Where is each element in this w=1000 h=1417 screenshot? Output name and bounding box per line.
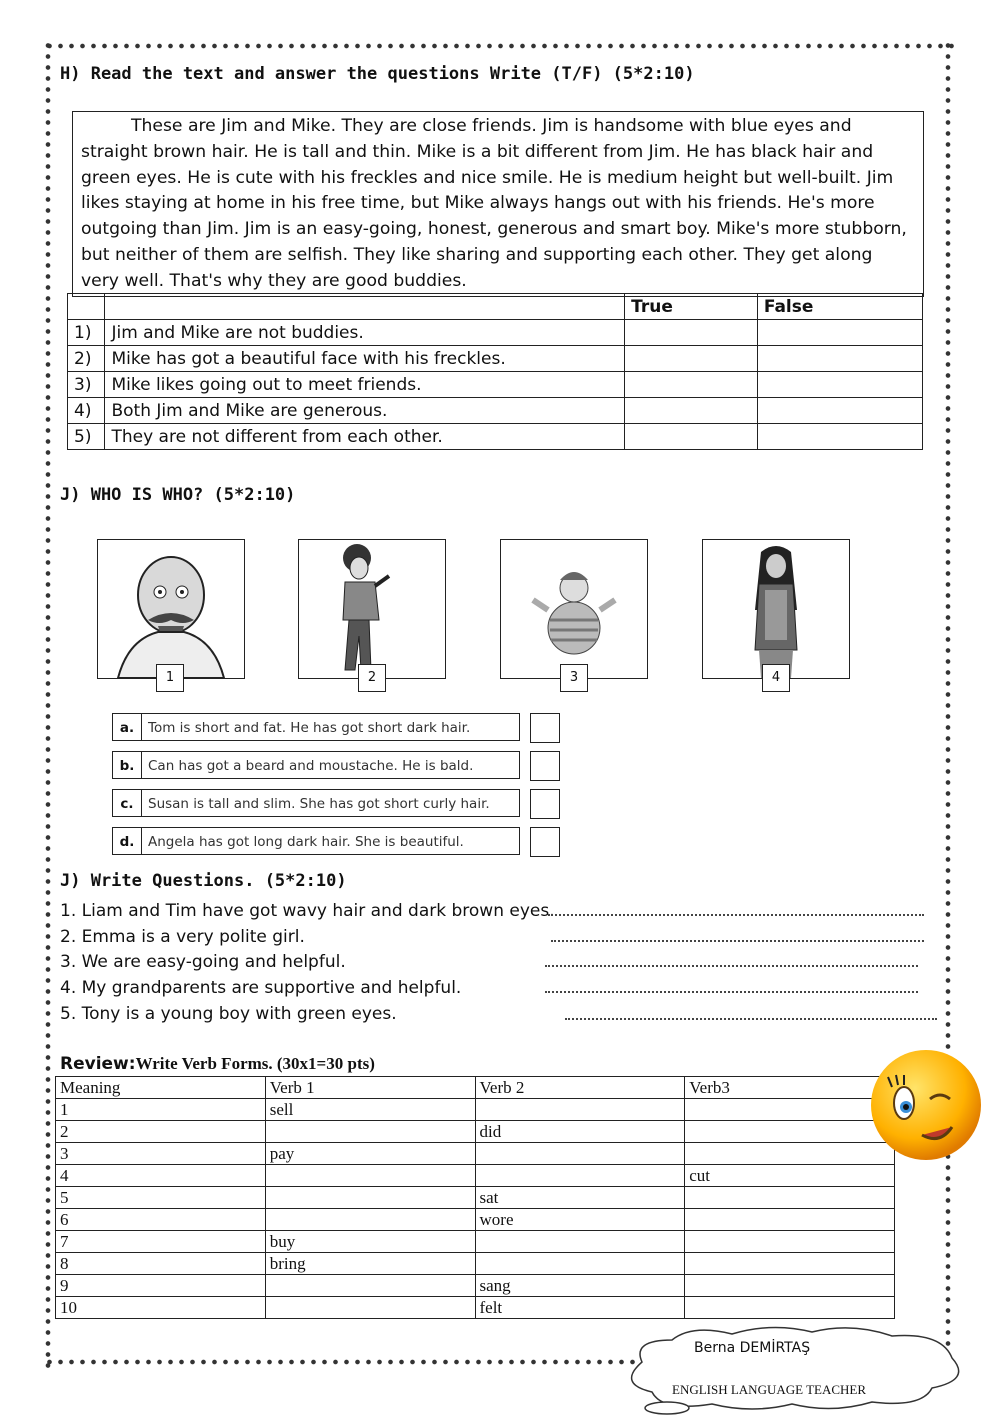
answer-line[interactable] — [548, 914, 924, 916]
answer-line[interactable] — [545, 991, 918, 993]
winking-smiley-icon — [868, 1047, 984, 1163]
passage-text: These are Jim and Mike. They are close friends. Jim is handsome with blue eyes and straight brown hair. He is tall and thin. Mike is a bit different from Jim. He has black hair and green eyes. He is cute with his freckles and nice smile. He is medium height but well-built. Jim likes staying at home in his free time, but Mike always hangs out with his friends. He's more outgoing than Jim. Jim is an easy-going, honest, generous and smart boy. Mike's more stubborn, but neither of them are selfish. They like sharing and supporting each other. They get along very well. That's why they are good buddies. — [81, 116, 907, 291]
chubby-boy-illustration — [501, 540, 647, 678]
question-item: 2. Emma is a very polite girl. — [60, 927, 305, 947]
description-text: Angela has got long dark hair. She is beautiful. — [142, 827, 520, 855]
page-border-right — [944, 40, 952, 1368]
picture-chubby-boy — [500, 539, 648, 679]
false-answer-cell[interactable] — [757, 372, 922, 398]
statement-text: Mike likes going out to meet friends. — [105, 372, 625, 398]
signature-cloud-shape — [612, 1322, 972, 1417]
answer-box[interactable] — [530, 789, 560, 819]
bald-man-illustration — [98, 540, 244, 678]
long-hair-woman-illustration — [703, 540, 849, 678]
curly-hair-woman-illustration — [299, 540, 445, 678]
verb-forms-table — [55, 1076, 895, 1319]
true-header: True — [625, 294, 758, 320]
table-row: 2) Mike has got a beautiful face with his freckles. — [68, 346, 923, 372]
statement-text: Both Jim and Mike are generous. — [105, 398, 625, 424]
table-row: 5) They are not different from each other. — [68, 424, 923, 450]
description-text: Tom is short and fat. He has got short dark hair. — [142, 713, 520, 741]
table-row: 1 sell — [56, 1099, 895, 1121]
statement-text: Mike has got a beautiful face with his freckles. — [105, 346, 625, 372]
picture-long-hair-woman — [702, 539, 850, 679]
picture-number-3: 3 — [560, 664, 588, 692]
answer-box[interactable] — [530, 751, 560, 781]
table-row: 4 cut — [56, 1165, 895, 1187]
description-text: Can has got a beard and moustache. He is bald. — [142, 751, 520, 779]
table-row: 5 sat — [56, 1187, 895, 1209]
table-row: 8 bring — [56, 1253, 895, 1275]
picture-number-1: 1 — [156, 664, 184, 692]
question-item: 4. My grandparents are supportive and helpful. — [60, 978, 462, 998]
answer-line[interactable] — [565, 1018, 937, 1020]
answer-box[interactable] — [530, 713, 560, 743]
table-row: 9 sang — [56, 1275, 895, 1297]
section-h-title: H) Read the text and answer the questions Write (T/F) (5*2:10) — [60, 64, 695, 84]
true-answer-cell[interactable] — [625, 424, 758, 450]
question-item: 5. Tony is a young boy with green eyes. — [60, 1004, 397, 1024]
table-row: 3) Mike likes going out to meet friends. — [68, 372, 923, 398]
table-row: 3 pay — [56, 1143, 895, 1165]
picture-number-4: 4 — [762, 664, 790, 692]
true-answer-cell[interactable] — [625, 320, 758, 346]
statement-text: They are not different from each other. — [105, 424, 625, 450]
false-answer-cell[interactable] — [757, 346, 922, 372]
page-border-left — [44, 40, 52, 1368]
false-answer-cell[interactable] — [757, 398, 922, 424]
false-answer-cell[interactable] — [757, 424, 922, 450]
question-item: 1. Liam and Tim have got wavy hair and dark brown eyes. — [60, 901, 555, 921]
table-row: 4) Both Jim and Mike are generous. — [68, 398, 923, 424]
question-item: 3. We are easy-going and helpful. — [60, 952, 346, 972]
true-answer-cell[interactable] — [625, 398, 758, 424]
teacher-name: Berna DEMİRTAŞ — [694, 1340, 811, 1356]
section-who-is-who-title: J) WHO IS WHO? (5*2:10) — [60, 485, 296, 505]
table-row: 6 wore — [56, 1209, 895, 1231]
table-header-row: Meaning Verb 1 Verb 2 Verb3 — [56, 1077, 895, 1099]
picture-curly-hair-woman — [298, 539, 446, 679]
picture-number-2: 2 — [358, 664, 386, 692]
table-row: 1) Jim and Mike are not buddies. — [68, 320, 923, 346]
description-text: Susan is tall and slim. She has got short curly hair. — [142, 789, 520, 817]
reading-passage — [72, 111, 924, 297]
answer-box[interactable] — [530, 827, 560, 857]
true-answer-cell[interactable] — [625, 372, 758, 398]
statement-text: Jim and Mike are not buddies. — [105, 320, 625, 346]
true-false-table — [67, 293, 923, 450]
table-row: 2 did — [56, 1121, 895, 1143]
review-title: Review:Write Verb Forms. (30x1=30 pts) — [60, 1054, 375, 1074]
table-row: 7 buy — [56, 1231, 895, 1253]
picture-bald-man — [97, 539, 245, 679]
teacher-role: ENGLISH LANGUAGE TEACHER — [672, 1382, 867, 1397]
false-answer-cell[interactable] — [757, 320, 922, 346]
false-header: False — [757, 294, 922, 320]
answer-line[interactable] — [545, 965, 918, 967]
page-border-top — [44, 40, 956, 52]
true-answer-cell[interactable] — [625, 346, 758, 372]
table-row: 10 felt — [56, 1297, 895, 1319]
answer-line[interactable] — [551, 940, 924, 942]
section-write-questions-title: J) Write Questions. (5*2:10) — [60, 871, 347, 891]
